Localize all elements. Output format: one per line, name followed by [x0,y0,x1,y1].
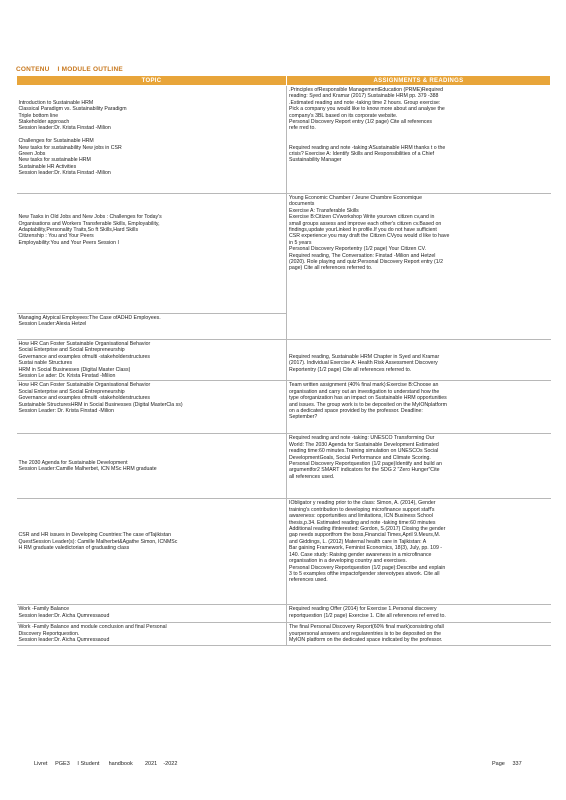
footer-page-number: Page 337 [492,761,522,767]
assignment-cell: IObligator y reading prior to the class: Simon, A. (2014), Gender training's contribution to developing microfinance support staff's awareness: opportunities and limitations, ICN Business School thesis,p.34. Estimated reading and note -taking time:60 minutes Additional reading ifinterested: Gordon, S.(2017) Closing the gender gap needs supportfrom the boss,Financial Times,April 9.Meurs,M. and Giddings, L. (2012) Maternal health care in Tajikistan: A Bar gaining Framework, Feminist Economics, 18(3), July, pp. 109 - 140. Case study: Raising gender awareness in a microfinance organisation in a developing country and exercises. Personal Discovery Reportquestion (1/2 page):Describe and explain 3 to 5 examples ofthe impactofgender stereotypes atwork. Cite all references used. [287,499,551,605]
topic-cell: The 2030 Agenda for Sustainable Development Session Leader:Camille Malherbet, ICN MSc HRM graduate [17,434,287,499]
assignment-cell: Required reading Offer (2014) for Exercise 1.Personal discovery reportquestion (1/2 page) Exercise 1. Cite all references ref erred to. [287,605,551,623]
assignment-cell: Required reading, Sustainable HRM Chapter in Syed and Kramar (2017). Individual Exercise A: Health Risk Assessment Discovery Reportentry (1/2 page) Cite all references referred to. [287,340,551,381]
table-row [17,623,551,645]
table-header-row [17,76,551,86]
table-row [17,86,551,194]
topic-cell: Managing Atypical Employees:The Case ofADHD Employees. Session Leader:Alexia Hetzel [17,314,287,340]
table-row [17,434,551,499]
table-row [17,499,551,605]
module-outline-heading: CONTENU I MODULE OUTLINE [16,66,123,73]
topic-cell: How HR Can Foster Sustainable Organisational Behavior Social Enterprise and Social Entrepreneurship Governance and examples ofmulti -stakeholderstructures Sustai nable Structures HRM in Social Businesses (Digital Master Class) Session Le ader: Dr. Krista Finstad -Milion [17,340,287,381]
topic-cell: CSR and HR issues in Developing Countries:The case ofTajikistan QuestSession Leader(s): Camille Malherbet&Agathe Simon, ICNMSc H RM graduate valedictorian of graduating class [17,499,287,605]
topic-cell: How HR Can Foster Sustainable Organisational Behavior Social Enterprise and Social Entrepreneurship Governance and examples ofmulti -stakeholderstructures Sustainable StructuresHRM in Social Businesses (Digital MasterCla ss) Session Leader: Dr. Krista Finstad -Milion [17,381,287,434]
table-row [17,340,551,381]
table-row [17,605,551,623]
footer-handbook-label: Livret PGE3 I Student handbook 2021 -2022 [34,761,178,767]
assignment-cell: The final Personal Discovery Report(60% final mark)consisting ofall yourpersonal answers and regularentries is to be deposited on the MyION platform on the dedicated space indicated by the professor. [287,623,551,645]
table-row [17,194,551,314]
assignments-column-header: ASSIGNMENTS & READINGS [287,76,551,86]
topic-cell: Work -Family Balance and module conclusion and final Personal Discovery Reportquestion. Session leader:Dr. Aïcha Qumressaoud [17,623,287,645]
topic-cell: Work -Family Balance Session leader:Dr. Aïcha Qumressaoud [17,605,287,623]
topic-cell: New Tasks in Old Jobs and New Jobs : Challenges for Today's Organisations and Workers Transferable Skills, Employability, Adaptability,Personality Traits,So ft Skills,Hard Skills Citizenship : You and Your Peers Employability:You and Your Peers Session I [17,194,287,314]
table-row [17,381,551,434]
topic-column-header: TOPIC [17,76,287,86]
assignment-cell: Young Economic Chamber / Jeune Chambre Economique documents Exercise A: Transferable Skills Exercise B:Citizen CVworkshop Write yourown citizen cv,and in small groups assess and improve each other's citizen cv.Based on findings,update yourLinked In profile.If you do not have sufficient CSR experience you may draft the Citizen CVyou would d like to have in 5 years Personal Discovery Reportentry (1/2 page) Your Citizen CV. Required reading, The Conversation: Finstad -Milion and Hetzel (2020). Role playing and quiz:Personal Discovery Report entry (1/2 page) Cite all references referred to. [287,194,551,340]
assignment-cell: Required reading and note -taking: UNESCO Transforming Our World: The 2030 Agenda for Sustainable Development Estimated reading time:60 minutes.Training simulation on UNESCOs Social DevelopmentGoals, Social Performance and Climate Scoring. Personal Discovery Reportquestion (1/2 page)Identify and build an argumentfor2 SMART indicators for the SDG 2 "Zero Hunger"Cite all references used. [287,434,551,499]
assignment-cell: Team written assignment (40% final mark):Exercise B:Choose an organisation and carry out an investigation to understand how the type oforganization has an impact on Sustainable HRM opportunities and issues. The group work is to be deposited on the MyIONplatform on a dedicated space provided by the professor. Deadline: September? [287,381,551,434]
assignment-cell: .Principles ofResponsible ManagementEducation (PRME)Required reading: Syed and Kramar (2017) Sustainable HRM pp. 379 -388 .Estimated reading and note -taking time 2 hours. Group exercise: Pick a company you would like to know more about and analyse the company's 3BL based on its corporate website. Personal Discovery Report entry (1/2 page) Cite all references refe rred to. Required reading and note -taking:ASustainable HRM thanks t o the crisis? Exercise A: Identify Skills and Responsibilities of a Chief Sustainability Manager [287,86,551,194]
module-outline-table [16,75,551,646]
topic-cell: Introduction to Sustainable HRM Classical Paradigm vs. Sustainability Paradigm Triple bottom line Stakeholder approach Session leader:Dr. Krista Finstad -Milion Challenges for Sustainable HRM New tasks for sustainability New jobs in CSR Green Jobs New tasks for sustainable HRM Sustainable HR Activities Session leader:Dr. Krista Finstad -Milion [17,86,287,194]
